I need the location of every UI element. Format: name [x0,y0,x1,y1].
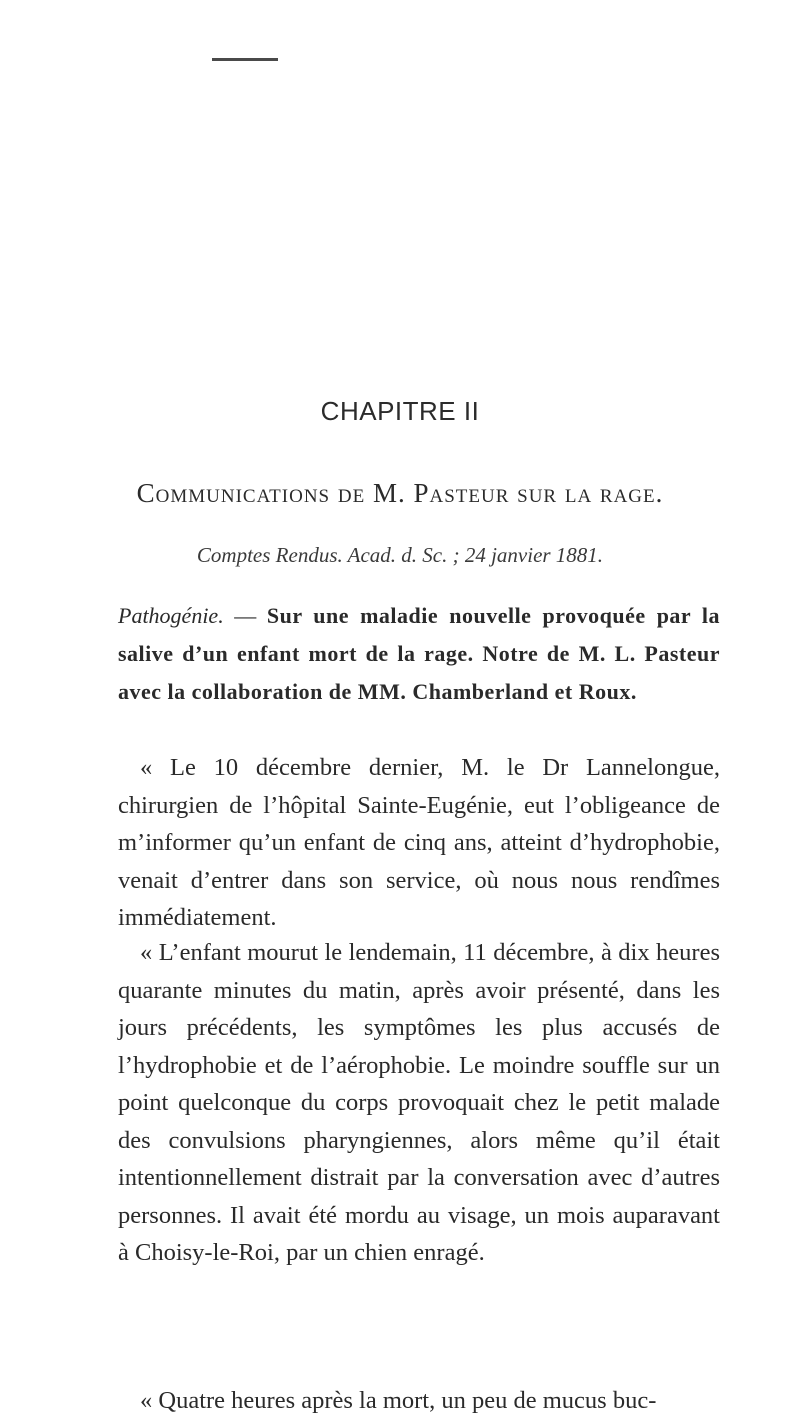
subject-dash: — [223,603,267,628]
paragraph-3-container [0,1378,800,1424]
top-rule [212,58,278,61]
chapter-heading: CHAPITRE II [320,396,480,426]
paragraph-2: « L’enfant mourut le lendemain, 11 décembre, à dix heures quarante minutes du matin, après avoir présenté, dans les jours précédents, les symptômes les plus accusés de l’hydrophobie et de l’aérophobie. Le moindre souffle sur un point quelconque du corps provoquait chez le petit malade des convulsions pharyngiennes, alors même qu’il était intentionnellement distrait par la conversation avec d’autres personnes. Il avait été mordu au visage, un mois auparavant à Choisy-le-Roi, par un chien enragé. [118,939,720,1266]
paragraph-3: « Quatre heures après la mort, un peu de mucus buc- [140,1387,657,1414]
subject-label: Pathogénie. [118,603,224,628]
reference-citation: Comptes Rendus. Acad. d. Sc. ; 24 janvier 1881. [196,543,604,567]
paragraph-1: « Le 10 décembre dernier, M. le Dr Lannelongue, chirurgien de l’hôpital Sainte-Eugénie, eut l’obligeance de m’informer qu’un enfant de cinq ans, atteint d’hydrophobie, venait d’entrer dans son service, où nous nous rendîmes immédiatement. [118,754,720,931]
subject-heading [118,597,720,711]
subject-text: Sur une maladie nouvelle provoquée par la salive d’un enfant mort de la rage. Notre de M. L. Pasteur avec la collaboration de MM. Chamberland et Roux. [118,603,720,704]
section-title: Communications de M. Pasteur sur la rage. [136,478,664,508]
